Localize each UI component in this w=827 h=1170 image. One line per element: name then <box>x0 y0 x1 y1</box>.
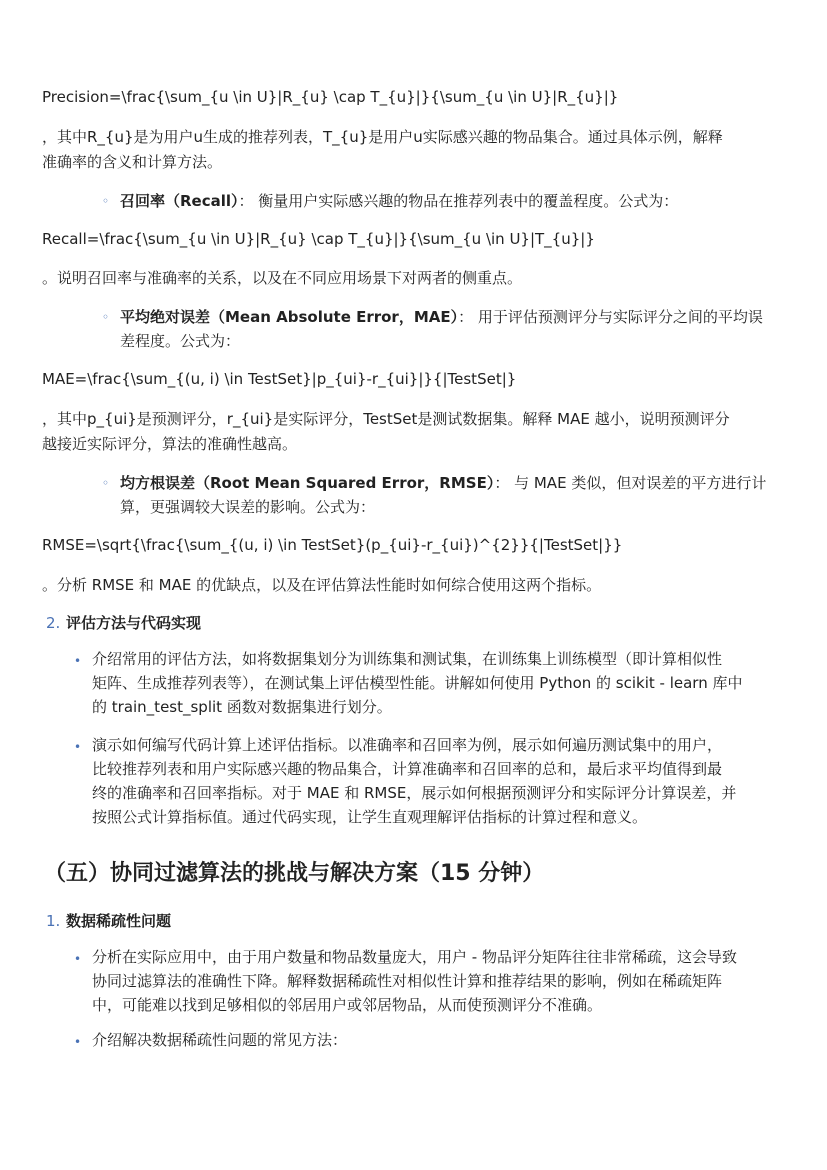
list-bullet-hollow-icon: ◦ <box>102 310 110 324</box>
list-bullet-icon: • <box>74 1035 82 1049</box>
sparse-bullet-1-line-3: 中，可能难以找到足够相似的邻居用户或邻居物品，从而使预测评分不准确。 <box>92 996 603 1014</box>
rmse-text: ： 与 MAE 类似，但对误差的平方进行计 <box>494 474 767 492</box>
eval-bullet-1-line-2: 矩阵、生成推荐列表等），在测试集上评估模型性能。讲解如何使用 Python 的 scikit - learn 库中 <box>92 674 743 692</box>
list-bullet-hollow-icon: ◦ <box>102 194 110 208</box>
list-number: 2. <box>46 614 61 632</box>
rmse-item-line-2: 算，更强调较大误差的影响。公式为： <box>120 498 376 516</box>
formula-rmse: RMSE=\sqrt{\frac{\sum_{(u, i) \in TestSet}(p_{ui}-r_{ui})^{2}}{|TestSet|}} <box>42 536 623 554</box>
eval-bullet-2-line-3: 终的准确率和召回率指标。对于 MAE 和 RMSE，展示如何根据预测评分和实际评分计算误差，并 <box>92 784 737 802</box>
sparse-bullet-1-line-1: 分析在实际应用中，由于用户数量和物品数量庞大，用户 - 物品评分矩阵往往非常稀疏，这会导致 <box>92 948 737 966</box>
eval-bullet-2-line-1: 演示如何编写代码计算上述评估指标。以准确率和召回率为例，展示如何遍历测试集中的用户， <box>92 736 723 754</box>
sparse-bullet-2-line-1: 介绍解决数据稀疏性问题的常见方法： <box>92 1031 348 1049</box>
list-bullet-hollow-icon: ◦ <box>102 476 110 490</box>
mae-item-line-2: 差程度。公式为： <box>120 332 241 350</box>
precision-note-line-1: ，其中R_{u}是为用户u生成的推荐列表，T_{u}是用户u实际感兴趣的物品集合。通过具体示例，解释 <box>42 128 723 146</box>
formula-precision: Precision=\frac{\sum_{u \in U}|R_{u} \cap T_{u}|}{\sum_{u \in U}|R_{u}|} <box>42 88 619 106</box>
rmse-title: 均方根误差（Root Mean Squared Error，RMSE） <box>120 474 495 492</box>
section-title-evaluation: 评估方法与代码实现 <box>66 614 202 632</box>
list-number: 1. <box>46 912 61 930</box>
eval-bullet-1-line-3: 的 train_test_split 函数对数据集进行划分。 <box>92 698 392 716</box>
recall-note: 。说明召回率与准确率的关系，以及在不同应用场景下对两者的侧重点。 <box>42 269 523 287</box>
list-bullet-icon: • <box>74 740 82 754</box>
recall-text: ： 衡量用户实际感兴趣的物品在推荐列表中的覆盖程度。公式为： <box>238 192 679 210</box>
section-heading-five: （五）协同过滤算法的挑战与解决方案（15 分钟） <box>44 861 545 886</box>
list-bullet-icon: • <box>74 952 82 966</box>
formula-recall: Recall=\frac{\sum_{u \in U}|R_{u} \cap T_{u}|}{\sum_{u \in U}|T_{u}|} <box>42 230 595 248</box>
section-title-sparsity: 数据稀疏性问题 <box>66 912 172 930</box>
mae-item-line-1 <box>120 306 763 328</box>
formula-mae: MAE=\frac{\sum_{(u, i) \in TestSet}|p_{ui}-r_{ui}|}{|TestSet|} <box>42 370 517 388</box>
rmse-item-line-1 <box>120 472 766 494</box>
recall-item <box>120 190 678 212</box>
mae-note-line-2: 越接近实际评分，算法的准确性越高。 <box>42 435 298 453</box>
mae-title: 平均绝对误差（Mean Absolute Error，MAE） <box>120 308 459 326</box>
rmse-note: 。分析 RMSE 和 MAE 的优缺点，以及在评估算法性能时如何综合使用这两个指标。 <box>42 576 602 594</box>
recall-title: 召回率（Recall） <box>120 192 239 210</box>
precision-note-line-2: 准确率的含义和计算方法。 <box>42 153 223 171</box>
eval-bullet-2-line-2: 比较推荐列表和用户实际感兴趣的物品集合，计算准确率和召回率的总和，最后求平均值得到最 <box>92 760 723 778</box>
eval-bullet-2-line-4: 按照公式计算指标值。通过代码实现，让学生直观理解评估指标的计算过程和意义。 <box>92 808 648 826</box>
mae-note-line-1: ，其中p_{ui}是预测评分，r_{ui}是实际评分，TestSet是测试数据集。解释 MAE 越小，说明预测评分 <box>42 410 730 428</box>
eval-bullet-1-line-1: 介绍常用的评估方法，如将数据集划分为训练集和测试集，在训练集上训练模型（即计算相似性 <box>92 650 723 668</box>
mae-text: ： 用于评估预测评分与实际评分之间的平均误 <box>458 308 763 326</box>
list-bullet-icon: • <box>74 654 82 668</box>
sparse-bullet-1-line-2: 协同过滤算法的准确性下降。解释数据稀疏性对相似性计算和推荐结果的影响，例如在稀疏矩阵 <box>92 972 723 990</box>
